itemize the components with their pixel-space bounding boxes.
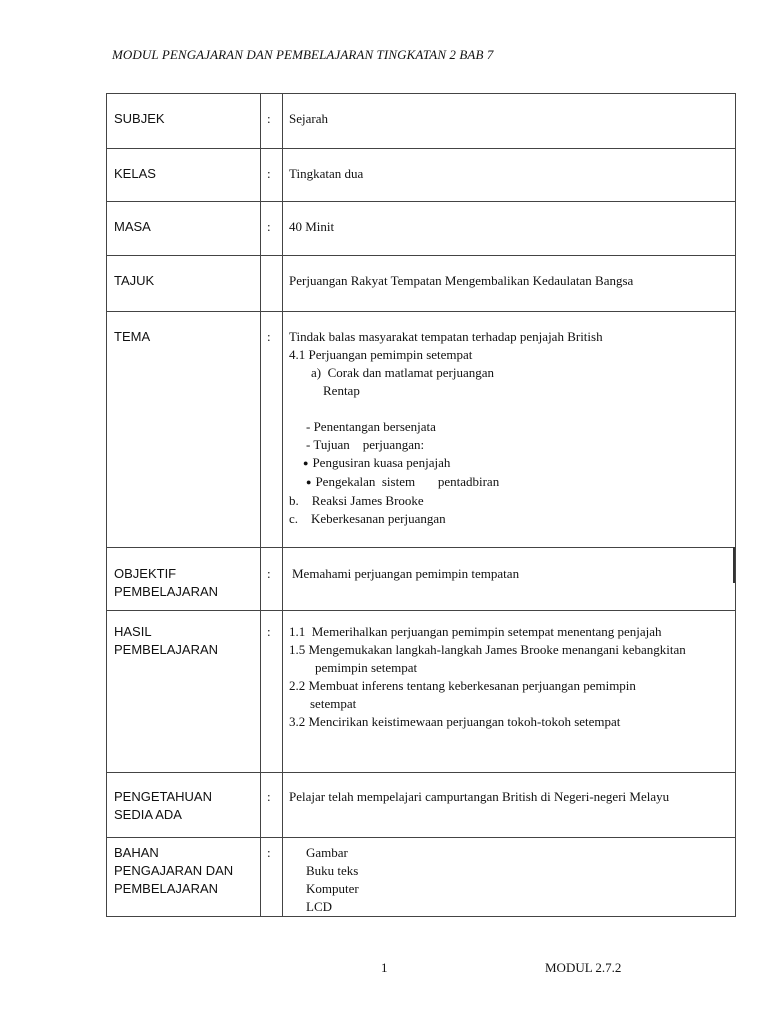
row-kelas	[107, 149, 736, 202]
value-kelas: Tingkatan dua	[283, 149, 736, 202]
value-tajuk: Perjuangan Rakyat Tempatan Mengembalikan Kedaulatan Bangsa	[283, 256, 736, 312]
label-bahan	[107, 838, 261, 917]
bahan-item: LCD	[306, 899, 332, 914]
label-line: PENGETAHUAN	[114, 789, 212, 804]
table-edge-mark	[733, 547, 735, 583]
tema-bullet-item: ● Pengusiran kuasa penjajah	[289, 454, 729, 473]
label-tema: TEMA	[107, 312, 261, 548]
tema-bullet-item: ● Pengekalan sistem pentadbiran	[289, 473, 729, 492]
label-line: OBJEKTIF	[114, 566, 177, 581]
hasil-line: 3.2 Mencirikan keistimewaan perjuangan tokoh-tokoh setempat	[289, 714, 621, 729]
tema-line: Rentap	[323, 383, 360, 398]
page-number: 1	[381, 960, 388, 975]
tema-line: b. Reaksi James Brooke	[289, 493, 424, 508]
row-masa	[107, 202, 736, 256]
hasil-line: pemimpin setempat	[315, 660, 418, 675]
value-pengetahuan: Pelajar telah mempelajari campurtangan British di Negeri-negeri Melayu	[283, 773, 736, 838]
label-masa: MASA	[107, 202, 261, 256]
label-line: BAHAN	[114, 845, 159, 860]
label-line: PENGAJARAN DAN	[114, 863, 234, 878]
colon-pengetahuan: :	[261, 773, 283, 838]
colon-masa: :	[261, 202, 283, 256]
hasil-line: 2.2 Membuat inferens tentang keberkesanan perjuangan pemimpin	[289, 678, 636, 693]
row-bahan	[107, 838, 736, 917]
label-subjek: SUBJEK	[107, 94, 261, 149]
tema-line: c. Keberkesanan perjuangan	[289, 511, 446, 526]
label-line: HASIL	[114, 624, 152, 639]
row-tema	[107, 312, 736, 548]
bahan-item: Gambar	[306, 845, 348, 860]
colon-objektif: :	[261, 548, 283, 611]
value-tema	[283, 312, 736, 548]
colon-hasil: :	[261, 611, 283, 773]
row-tajuk	[107, 256, 736, 312]
row-objektif	[107, 548, 736, 611]
label-line: PEMBELAJARAN	[114, 881, 219, 896]
label-line: PEMBELAJARAN	[114, 642, 219, 657]
page-header: MODUL PENGAJARAN DAN PEMBELAJARAN TINGKATAN 2 BAB 7	[112, 47, 494, 62]
value-objektif	[283, 548, 736, 611]
objektif-text: Memahami perjuangan pemimpin tempatan	[292, 566, 520, 581]
hasil-line: 1.1 Memerihalkan perjuangan pemimpin setempat menentang penjajah	[289, 624, 662, 639]
label-line: PEMBELAJARAN	[114, 584, 219, 599]
lesson-plan-table	[106, 93, 736, 917]
colon-tajuk	[261, 256, 283, 312]
hasil-line: 1.5 Mengemukakan langkah-langkah James Brooke menangani kebangkitan	[289, 642, 686, 657]
module-code: MODUL 2.7.2	[545, 960, 622, 975]
row-subjek	[107, 94, 736, 149]
value-masa: 40 Minit	[283, 202, 736, 256]
colon-subjek: :	[261, 94, 283, 149]
bahan-item: Buku teks	[306, 863, 359, 878]
tema-line: a) Corak dan matlamat perjuangan	[311, 365, 495, 380]
label-pengetahuan	[107, 773, 261, 838]
tema-line: 4.1 Perjuangan pemimpin setempat	[289, 347, 473, 362]
label-tajuk: TAJUK	[107, 256, 261, 312]
row-pengetahuan	[107, 773, 736, 838]
hasil-line: setempat	[310, 696, 357, 711]
label-line: SEDIA ADA	[114, 807, 182, 822]
colon-tema: :	[261, 312, 283, 548]
value-subjek: Sejarah	[283, 94, 736, 149]
colon-bahan: :	[261, 838, 283, 917]
label-kelas: KELAS	[107, 149, 261, 202]
bahan-item: Komputer	[306, 881, 359, 896]
tema-line: - Penentangan bersenjata	[306, 419, 436, 434]
tema-line: - Tujuan perjuangan:	[306, 437, 425, 452]
label-hasil	[107, 611, 261, 773]
value-bahan	[283, 838, 736, 917]
tema-line: Tindak balas masyarakat tempatan terhadap penjajah British	[289, 329, 603, 344]
row-hasil	[107, 611, 736, 773]
value-hasil	[283, 611, 736, 773]
colon-kelas: :	[261, 149, 283, 202]
tema-spacer	[289, 400, 729, 418]
label-objektif	[107, 548, 261, 611]
